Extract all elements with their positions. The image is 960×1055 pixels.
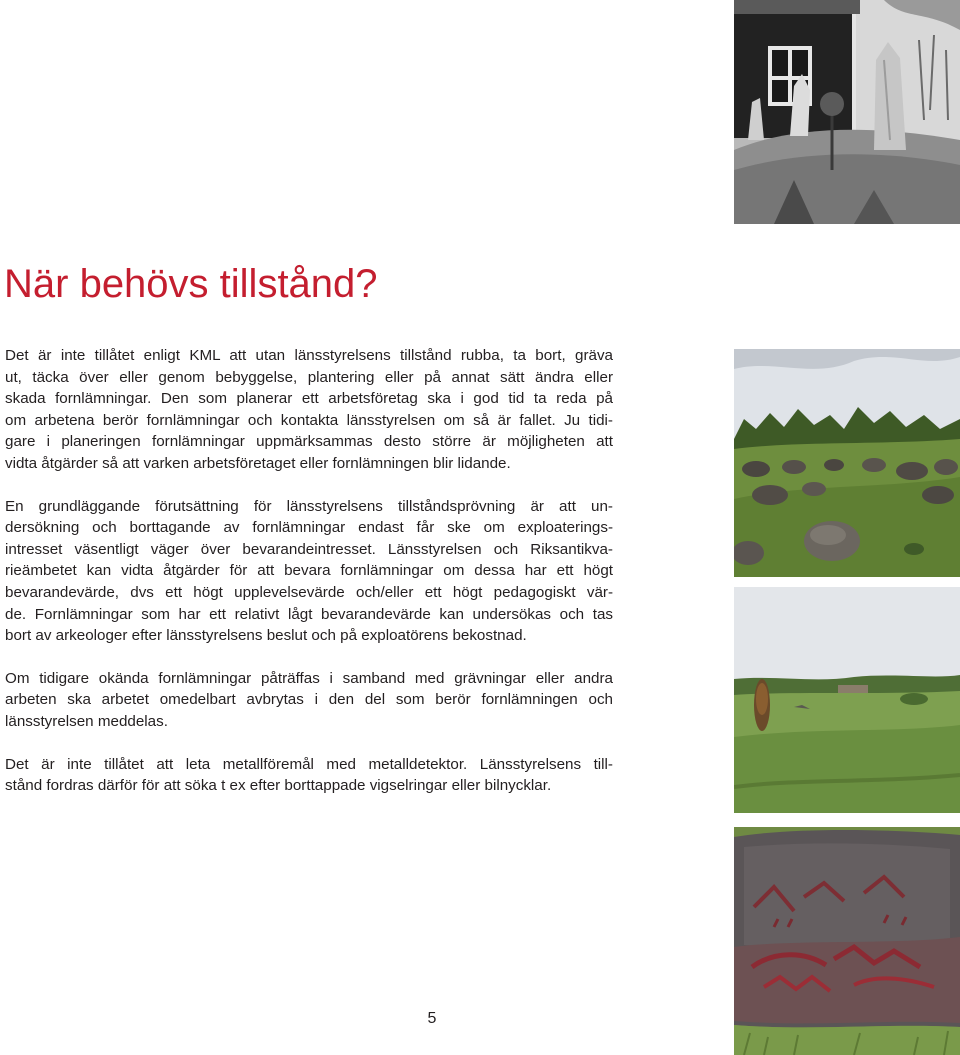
paragraph-3 <box>5 668 613 733</box>
text-line: bort av arkeologer efter länsstyrelsens beslut och på exploatörens bekostnad. <box>5 627 527 645</box>
text-line: Det är inte tillåtet att leta metallföremål med metalldetektor. Länsstyrelsens till- <box>5 755 613 773</box>
text-line: Om tidigare okända fornlämningar påträffas i samband med grävningar eller andra <box>5 669 613 687</box>
text-line: rieämbetet kan vidta åtgärder för att bevara fornlämningar om dessa har ett högt <box>5 562 613 580</box>
text-line: dersökning och borttagande av fornlämningar endast får ske om exploaterings- <box>5 519 613 537</box>
page-number: 5 <box>427 1010 437 1027</box>
text-line: stånd fordras därför för att söka t ex efter borttappade vigselringar eller bilnycklar. <box>5 777 552 795</box>
rock-carving-illustration <box>734 827 960 1055</box>
meadow-landscape-photo <box>734 587 960 813</box>
house-standing-stones-photo <box>734 0 960 224</box>
meadow-landscape-illustration <box>734 587 960 813</box>
text-line: arbeten ska arbetet omedelbart avbrytas i den del som berör fornlämningen och <box>5 691 613 709</box>
text-line: En grundläggande förutsättning för länsstyrelsens tillståndsprövning är att un- <box>5 497 613 515</box>
text-line: Det är inte tillåtet enligt KML att utan länsstyrelsens tillstånd rubba, ta bort, gräva <box>5 347 613 364</box>
stone-field-photo <box>734 349 960 577</box>
rock-carving-photo <box>734 827 960 1055</box>
text-line: intresset väsentligt väger över bevarandeintresset. Länsstyrelsen och Riksantikva- <box>5 540 613 558</box>
text-line: de. Fornlämningar som har ett relativt lågt bevarandevärde kan undersökas och tas <box>5 605 613 623</box>
paragraph-4 <box>5 754 613 797</box>
text-line: bevarandevärde, dvs ett högt upplevelsevärde och/eller ett högt pedagogiskt vär- <box>5 583 613 601</box>
page-heading: När behövs tillstånd? <box>4 262 378 306</box>
text-line: vidta åtgärder så att varken arbetsföretaget eller fornlämningen blir lidande. <box>5 454 511 472</box>
text-line: länsstyrelsen meddelas. <box>5 712 168 730</box>
text-line: gare i planeringen fornlämningar uppmärksammas desto större är möjligheten att <box>5 433 613 451</box>
paragraph-1 <box>5 345 613 475</box>
body-text <box>5 345 613 818</box>
text-line: skada fornlämningar. Den som planerar ett arbetsföretag ska i god tid ta reda på <box>5 390 613 408</box>
paragraph-2 <box>5 496 613 647</box>
stone-field-illustration <box>734 349 960 577</box>
house-standing-stones-illustration <box>734 0 960 224</box>
text-line: ut, täcka över eller genom bebyggelse, plantering eller på annat sätt ändra eller <box>5 368 613 386</box>
text-line: om arbetena berör fornlämningar och kontakta länsstyrelsen om så är fallet. Ju tidi- <box>5 411 613 429</box>
